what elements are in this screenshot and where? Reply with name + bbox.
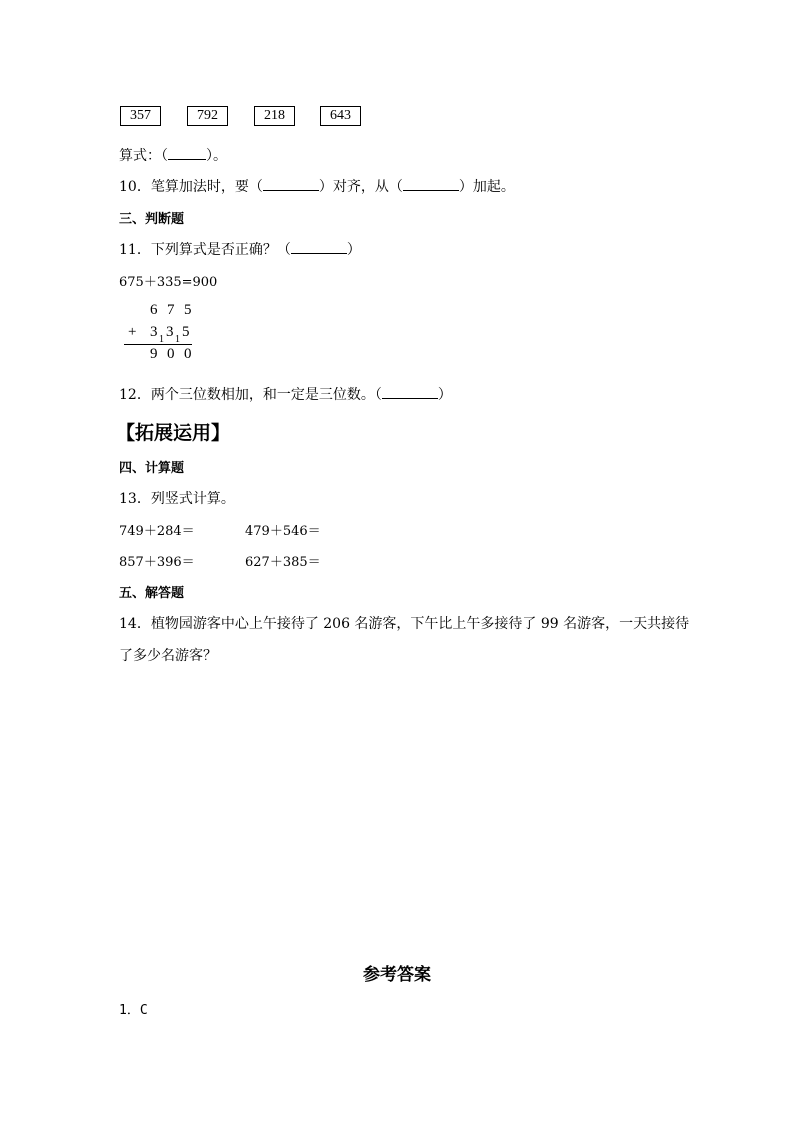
calc-row1-ones: 5 [184,302,192,318]
q10-blank-2 [403,178,459,191]
number-card-792: 792 [187,106,228,126]
calc-row1-tens: 7 [167,302,175,318]
q11-end: ） [346,242,361,258]
q12-end: ） [437,387,452,403]
calc-result-hundreds: 9 [150,346,158,362]
number-card-357: 357 [120,106,161,126]
calc-result-tens: 0 [167,346,175,362]
calc-plus-sign: + [128,324,137,340]
q12-text: 12．两个三位数相加，和一定是三位数。（ [119,387,382,403]
formula-suffix: ）。 [206,148,227,164]
number-card-218: 218 [254,106,295,126]
q10-part1: 10．笔算加法时，要（ [119,179,263,195]
q10-part2: ）对齐，从（ [318,179,403,195]
calc-carry-hundreds: 1 [159,334,164,345]
q13-item-3: 857＋396＝ [119,555,195,570]
formula-blank [168,147,206,160]
q13-item-2: 479＋546＝ [245,524,321,539]
calc-carry-tens: 1 [175,334,180,345]
calc-result-ones: 0 [184,346,192,362]
section-solution-heading: 五、解答题 [119,586,185,601]
question-13: 13．列竖式计算。 [119,491,235,507]
calc-row2-ones: 5 [182,324,190,340]
calc-row1-hundreds: 6 [150,302,158,318]
vertical-calculation [120,302,200,366]
q11-equation: 675＋335=900 [119,275,218,290]
formula-prefix: 算式：（ [119,148,168,164]
section-calculation-heading: 四、计算题 [119,461,185,476]
q12-blank [382,386,438,399]
question-11 [119,239,361,259]
calc-divider-line [124,344,192,345]
question-14-line-1: 14．植物园游客中心上午接待了 206 名游客，下午比上午多接待了 99 名游客，一天共接待 [119,616,690,632]
q13-item-1: 749＋284＝ [119,524,195,539]
q11-text: 11．下列算式是否正确？（ [119,242,291,258]
q10-part3: ）加起。 [458,179,515,195]
question-12 [119,384,452,404]
q11-blank [291,241,347,254]
reference-answer-title: 参考答案 [363,965,431,985]
question-14-line-2: 了多少名游客？ [119,648,217,664]
formula-line [119,145,227,165]
q13-item-4: 627＋385＝ [245,555,321,570]
question-10 [119,176,515,196]
calc-row2-tens: 3 [166,324,174,340]
number-card-643: 643 [320,106,361,126]
section-judgment-heading: 三、判断题 [119,212,185,227]
answer-1: 1．C [119,1003,148,1018]
q10-blank-1 [263,178,319,191]
extend-application-title: 【拓展运用】 [116,422,231,444]
calc-row2-hundreds: 3 [150,324,158,340]
